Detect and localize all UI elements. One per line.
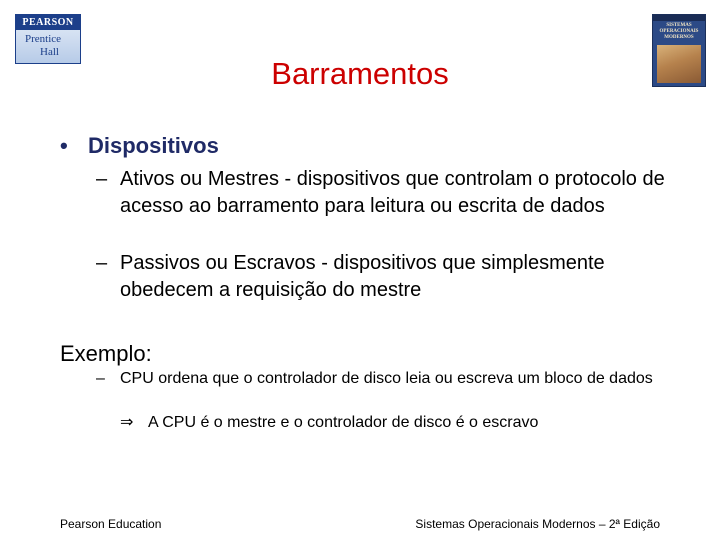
sub-item-ativos — [96, 166, 676, 220]
logo-imprint-line2: Hall — [40, 46, 59, 58]
dash-marker: – — [96, 370, 105, 387]
example-heading: Exemplo: — [60, 341, 152, 366]
implies-icon: ⇒ — [120, 412, 134, 431]
logo-publisher-text: PEARSON — [16, 15, 80, 30]
footer-publisher: Pearson Education — [60, 517, 162, 531]
bullet-dispositivos — [60, 130, 219, 162]
sub-item-text: Passivos ou Escravos - dispositivos que simplesmente obedecem a requisição do mestre — [120, 252, 605, 301]
example-item — [96, 369, 666, 389]
example-item-text: CPU ordena que o controlador de disco leia ou escreva um bloco de dados — [120, 370, 653, 387]
cover-top-band — [653, 15, 705, 21]
cover-title: SISTEMAS OPERACIONAIS MODERNOS — [659, 23, 699, 40]
bullet-marker: • — [60, 133, 68, 158]
bullet-label: Dispositivos — [88, 133, 219, 158]
example-implication — [120, 412, 538, 433]
dash-marker: – — [96, 252, 108, 274]
implication-text: A CPU é o mestre e o controlador de disco é o escravo — [148, 414, 539, 431]
slide-title: Barramentos — [271, 56, 449, 91]
sub-item-passivos — [96, 250, 676, 304]
dash-marker: – — [96, 168, 108, 190]
sub-item-text: Ativos ou Mestres - dispositivos que controlam o protocolo de acesso ao barramento para leitura ou escrita de dados — [120, 168, 665, 217]
footer-book-title: Sistemas Operacionais Modernos – 2ª Edição — [415, 517, 660, 531]
logo-imprint-line1: Prentice — [25, 33, 62, 45]
